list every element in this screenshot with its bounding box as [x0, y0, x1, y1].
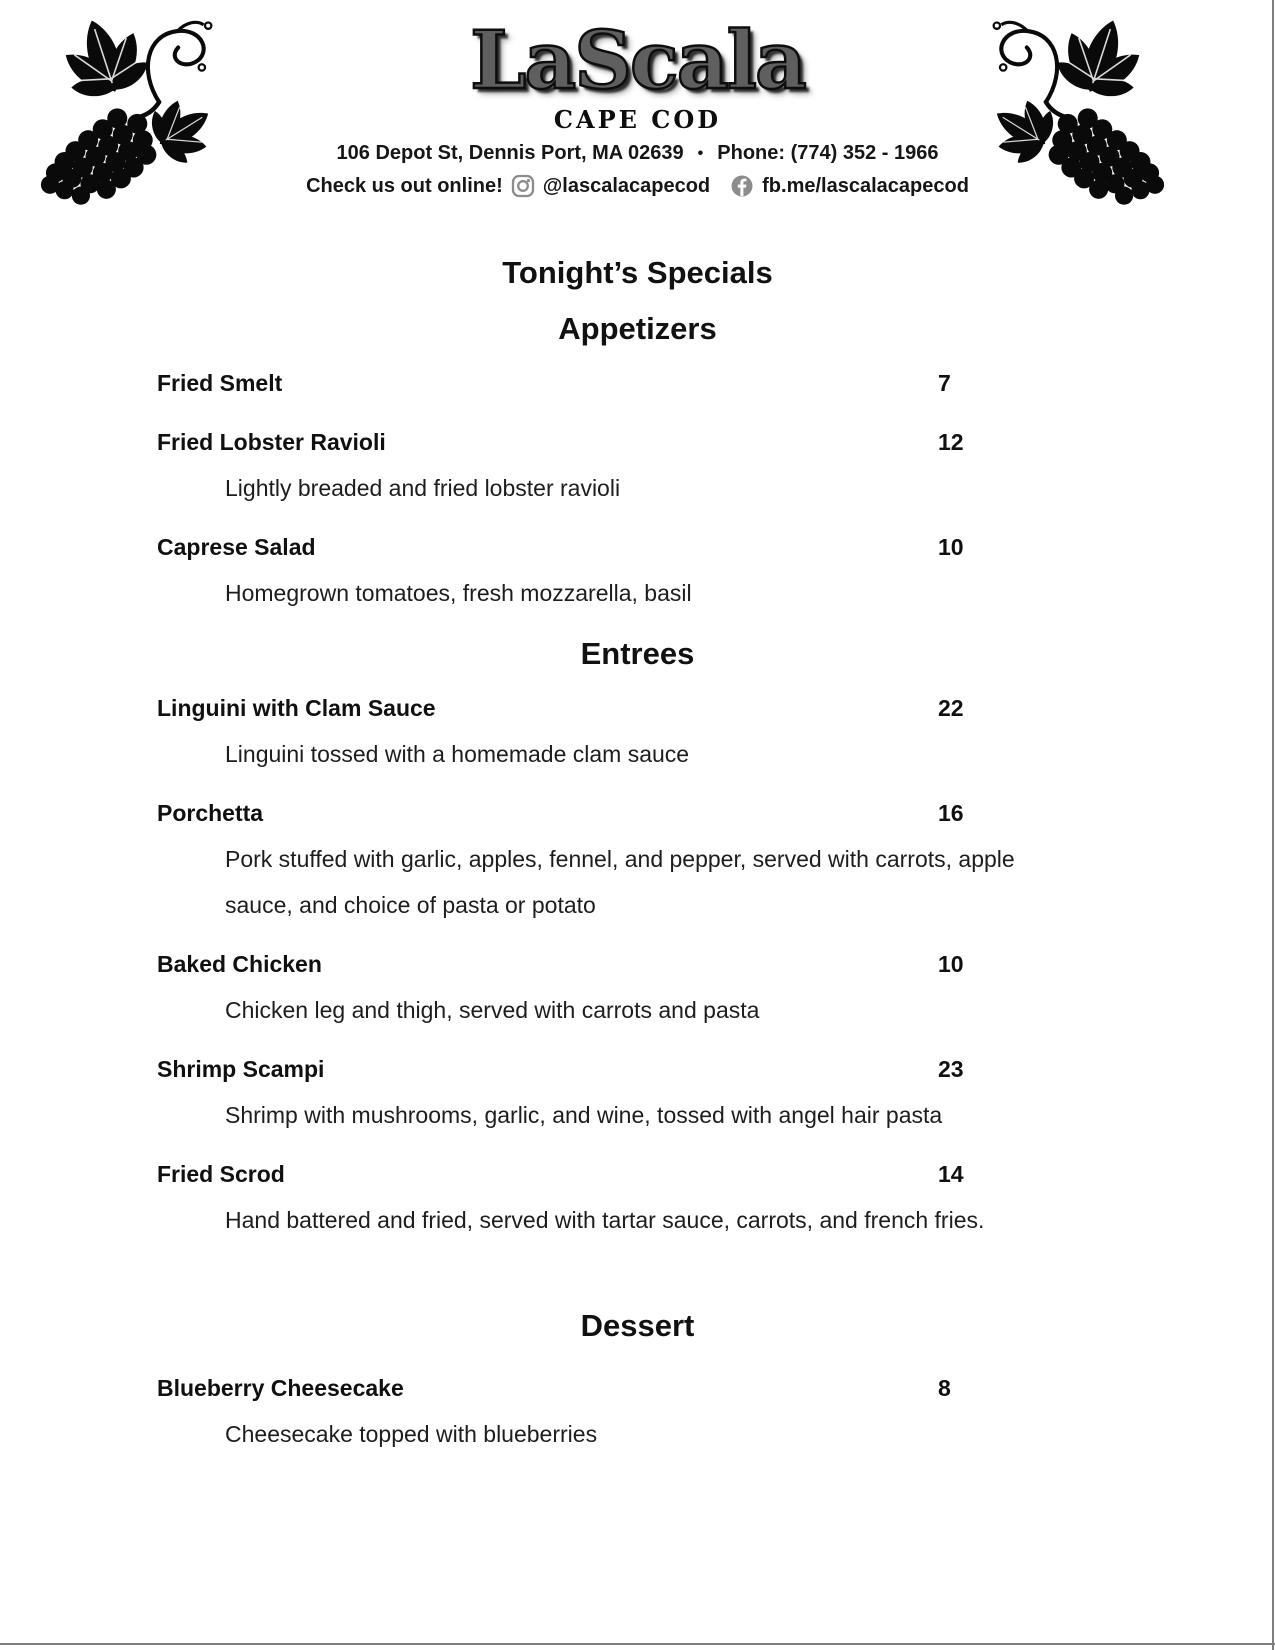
- menu-item: [0, 360, 1275, 406]
- facebook-icon: [730, 174, 754, 198]
- menu-item: [0, 524, 1275, 616]
- menu: [0, 304, 1275, 1457]
- menu-item: [0, 1365, 1275, 1457]
- street-address: 106 Depot St, Dennis Port, MA 02639: [336, 142, 684, 164]
- item-name: Fried Scrod: [157, 1161, 285, 1187]
- address-separator: •: [697, 145, 704, 162]
- restaurant-logo: LaScala: [470, 13, 805, 107]
- menu-section: [0, 1301, 1275, 1457]
- item-price: 10: [938, 534, 964, 560]
- item-name: Caprese Salad: [157, 534, 316, 560]
- item-price: 22: [938, 695, 964, 721]
- item-description: Homegrown tomatoes, fresh mozzarella, basil: [225, 580, 692, 606]
- item-description: Cheesecake topped with blueberries: [225, 1421, 598, 1447]
- item-price: 16: [938, 800, 964, 826]
- item-name: Baked Chicken: [157, 951, 322, 977]
- section-items: [0, 360, 1275, 616]
- menu-item: [0, 1151, 1275, 1243]
- phone-number: Phone: (774) 352 - 1966: [717, 142, 939, 164]
- instagram-icon: [511, 174, 535, 198]
- address-line: [318, 142, 958, 165]
- item-name: Linguini with Clam Sauce: [157, 695, 436, 721]
- menu-item: [0, 1046, 1275, 1138]
- section-heading: Dessert: [580, 1308, 695, 1343]
- section-heading: Appetizers: [558, 311, 717, 346]
- item-description: Hand battered and fried, served with tartar sauce, carrots, and french fries.: [225, 1207, 985, 1233]
- section-heading: Entrees: [580, 636, 695, 671]
- page-edge-bottom: [0, 1643, 1275, 1645]
- item-name: Porchetta: [157, 800, 264, 826]
- item-name: Blueberry Cheesecake: [157, 1375, 404, 1401]
- page-edge-right: [1272, 0, 1274, 1650]
- social-prompt: Check us out online!: [306, 174, 503, 197]
- menu-item: [0, 941, 1275, 1033]
- item-price: 8: [938, 1375, 951, 1401]
- page-title: Tonight’s Specials: [502, 255, 773, 290]
- item-price: 10: [938, 951, 964, 977]
- social-line: [306, 174, 969, 198]
- menu-item: [0, 685, 1275, 777]
- item-price: 12: [938, 429, 964, 455]
- restaurant-location: CAPE COD: [553, 105, 722, 134]
- item-price: 14: [938, 1161, 964, 1187]
- section-items: [0, 685, 1275, 1243]
- section-items: [0, 1365, 1275, 1457]
- menu-section: [0, 629, 1275, 1243]
- item-price: 23: [938, 1056, 964, 1082]
- menu-item: [0, 790, 1275, 928]
- item-name: Fried Smelt: [157, 370, 283, 396]
- menu-section: [0, 304, 1275, 616]
- item-name: Fried Lobster Ravioli: [157, 429, 386, 455]
- header: [0, 0, 1275, 226]
- item-description: Pork stuffed with garlic, apples, fennel, and pepper, served with carrots, apple sauce, and choice of pasta or potato: [225, 846, 1015, 918]
- item-price: 7: [938, 370, 951, 396]
- facebook-url: fb.me/lascalacapecod: [762, 174, 969, 197]
- item-description: Lightly breaded and fried lobster ravioli: [225, 475, 621, 501]
- item-description: Shrimp with mushrooms, garlic, and wine, tossed with angel hair pasta: [225, 1102, 943, 1128]
- item-description: Linguini tossed with a homemade clam sauce: [225, 741, 690, 767]
- item-name: Shrimp Scampi: [157, 1056, 325, 1082]
- instagram-handle: @lascalacapecod: [542, 174, 711, 197]
- item-description: Chicken leg and thigh, served with carrots and pasta: [225, 997, 760, 1023]
- menu-item: [0, 419, 1275, 511]
